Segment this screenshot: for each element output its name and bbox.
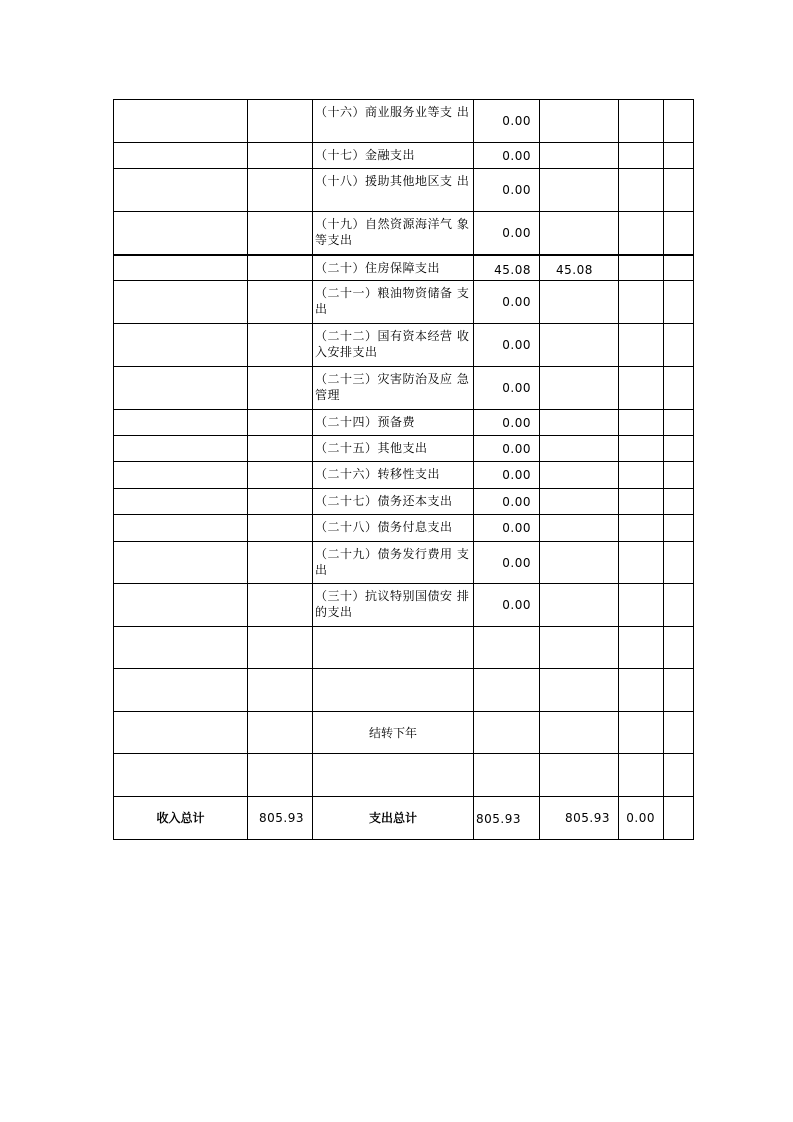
income-amount-cell [248, 281, 313, 324]
fund-budget-cell [619, 169, 664, 212]
empty-cell [619, 627, 664, 669]
fund-budget-cell [619, 367, 664, 410]
fund-budget-cell [619, 515, 664, 542]
income-amount-cell [248, 367, 313, 410]
empty-cell [540, 627, 619, 669]
empty-cell [474, 754, 540, 797]
empty-cell [664, 754, 694, 797]
expense-item-name: （十九）自然资源海洋气 象等支出 [313, 212, 474, 255]
expense-total-amount: 0.00 [474, 281, 540, 324]
expense-item-name: （十六）商业服务业等支 出 [313, 100, 474, 143]
income-amount-cell [248, 410, 313, 436]
expense-total-amount: 0.00 [474, 212, 540, 255]
empty-cell [248, 712, 313, 754]
income-item-cell [114, 584, 248, 627]
empty-cell [474, 627, 540, 669]
table-row [114, 281, 694, 324]
state-capital-cell [664, 324, 694, 367]
table-row [114, 462, 694, 489]
expense-total-amount: 0.00 [474, 542, 540, 584]
general-budget-cell [540, 489, 619, 515]
empty-cell [664, 712, 694, 754]
state-capital-cell [664, 797, 694, 840]
general-budget-cell [540, 100, 619, 143]
income-item-cell [114, 489, 248, 515]
expense-total-amount: 0.00 [474, 410, 540, 436]
table-row [114, 255, 694, 281]
state-capital-cell [664, 169, 694, 212]
general-budget-cell [540, 436, 619, 462]
carry-forward-row [114, 712, 694, 754]
table-row [114, 584, 694, 627]
fund-budget-cell [619, 542, 664, 584]
income-item-cell [114, 410, 248, 436]
expense-item-name: （二十九）债务发行费用 支出 [313, 542, 474, 584]
totals-row [114, 797, 694, 840]
empty-cell [313, 754, 474, 797]
expense-total-amount: 0.00 [474, 100, 540, 143]
state-capital-cell [664, 584, 694, 627]
expense-item-name: （十七）金融支出 [313, 143, 474, 169]
state-capital-cell [664, 542, 694, 584]
expense-item-name: （十八）援助其他地区支 出 [313, 169, 474, 212]
table-row [114, 515, 694, 542]
expense-total-amount: 0.00 [474, 367, 540, 410]
income-amount-cell [248, 462, 313, 489]
blank-row [114, 627, 694, 669]
fund-budget-cell [619, 255, 664, 281]
income-item-cell [114, 255, 248, 281]
general-budget-cell [540, 169, 619, 212]
expense-item-name: （二十六）转移性支出 [313, 462, 474, 489]
fund-budget-cell [619, 489, 664, 515]
income-item-cell [114, 143, 248, 169]
expense-item-name: （二十二）国有资本经营 收入安排支出 [313, 324, 474, 367]
table-row [114, 367, 694, 410]
state-capital-cell [664, 515, 694, 542]
fund-budget-cell [619, 100, 664, 143]
expense-total-amount: 0.00 [474, 462, 540, 489]
general-budget-cell [540, 462, 619, 489]
fund-budget-cell [619, 324, 664, 367]
general-budget-cell [540, 324, 619, 367]
empty-cell [664, 669, 694, 712]
income-amount-cell [248, 584, 313, 627]
expense-item-name: （二十五）其他支出 [313, 436, 474, 462]
fund-budget-cell [619, 281, 664, 324]
general-budget-cell [540, 410, 619, 436]
fund-budget-cell [619, 212, 664, 255]
expense-item-name: （二十八）债务付息支出 [313, 515, 474, 542]
income-amount-cell [248, 489, 313, 515]
expense-item-name: （二十七）债务还本支出 [313, 489, 474, 515]
state-capital-cell [664, 462, 694, 489]
table-row [114, 169, 694, 212]
expense-total-amount: 0.00 [474, 436, 540, 462]
income-amount-cell [248, 324, 313, 367]
expense-total-value: 805.93 [474, 797, 540, 840]
income-item-cell [114, 436, 248, 462]
income-item-cell [114, 515, 248, 542]
expense-item-name: （二十四）预备费 [313, 410, 474, 436]
empty-cell [619, 754, 664, 797]
income-amount-cell [248, 100, 313, 143]
income-item-cell [114, 324, 248, 367]
empty-cell [248, 669, 313, 712]
table-row [114, 100, 694, 143]
state-capital-cell [664, 255, 694, 281]
empty-cell [619, 669, 664, 712]
expense-total-label: 支出总计 [313, 797, 474, 840]
expense-item-name: （二十一）粮油物资储备 支出 [313, 281, 474, 324]
budget-table [113, 99, 694, 840]
table-row [114, 212, 694, 255]
empty-cell [114, 669, 248, 712]
carry-forward-label: 结转下年 [313, 712, 474, 754]
empty-cell [664, 627, 694, 669]
state-capital-cell [664, 489, 694, 515]
blank-row [114, 754, 694, 797]
income-item-cell [114, 367, 248, 410]
income-total-value: 805.93 [248, 797, 313, 840]
general-budget-cell [540, 212, 619, 255]
income-amount-cell [248, 169, 313, 212]
expense-total-amount: 0.00 [474, 515, 540, 542]
expense-total-amount: 0.00 [474, 169, 540, 212]
state-capital-cell [664, 410, 694, 436]
income-amount-cell [248, 143, 313, 169]
expense-item-name: （三十）抗议特别国债安 排的支出 [313, 584, 474, 627]
empty-cell [540, 669, 619, 712]
empty-cell [540, 712, 619, 754]
empty-cell [114, 754, 248, 797]
income-item-cell [114, 281, 248, 324]
general-budget-cell [540, 584, 619, 627]
expense-total-amount: 0.00 [474, 324, 540, 367]
state-capital-cell [664, 212, 694, 255]
income-item-cell [114, 462, 248, 489]
empty-cell [248, 754, 313, 797]
table-row [114, 143, 694, 169]
income-item-cell [114, 169, 248, 212]
income-amount-cell [248, 255, 313, 281]
income-item-cell [114, 542, 248, 584]
general-budget-cell [540, 281, 619, 324]
fund-budget-total: 0.00 [619, 797, 664, 840]
general-budget-amount: 45.08 [540, 255, 619, 281]
income-amount-cell [248, 436, 313, 462]
general-budget-total: 805.93 [540, 797, 619, 840]
expense-total-amount: 0.00 [474, 584, 540, 627]
expense-item-name: （二十三）灾害防治及应 急管理 [313, 367, 474, 410]
expense-item-name: （二十）住房保障支出 [313, 255, 474, 281]
fund-budget-cell [619, 436, 664, 462]
table-row [114, 324, 694, 367]
table-row [114, 542, 694, 584]
state-capital-cell [664, 281, 694, 324]
fund-budget-cell [619, 410, 664, 436]
state-capital-cell [664, 143, 694, 169]
empty-cell [114, 712, 248, 754]
fund-budget-cell [619, 143, 664, 169]
general-budget-cell [540, 143, 619, 169]
state-capital-cell [664, 367, 694, 410]
expense-total-amount: 45.08 [474, 255, 540, 281]
table-row [114, 410, 694, 436]
expense-total-amount: 0.00 [474, 143, 540, 169]
table-row [114, 489, 694, 515]
state-capital-cell [664, 436, 694, 462]
empty-cell [313, 669, 474, 712]
income-amount-cell [248, 212, 313, 255]
general-budget-cell [540, 515, 619, 542]
fund-budget-cell [619, 584, 664, 627]
empty-cell [474, 669, 540, 712]
table-row [114, 436, 694, 462]
fund-budget-cell [619, 462, 664, 489]
expense-total-amount: 0.00 [474, 489, 540, 515]
empty-cell [114, 627, 248, 669]
income-item-cell [114, 100, 248, 143]
income-amount-cell [248, 542, 313, 584]
blank-row [114, 669, 694, 712]
state-capital-cell [664, 100, 694, 143]
empty-cell [540, 754, 619, 797]
income-item-cell [114, 212, 248, 255]
empty-cell [619, 712, 664, 754]
general-budget-cell [540, 367, 619, 410]
empty-cell [474, 712, 540, 754]
general-budget-cell [540, 542, 619, 584]
income-amount-cell [248, 515, 313, 542]
empty-cell [313, 627, 474, 669]
empty-cell [248, 627, 313, 669]
income-total-label: 收入总计 [114, 797, 248, 840]
